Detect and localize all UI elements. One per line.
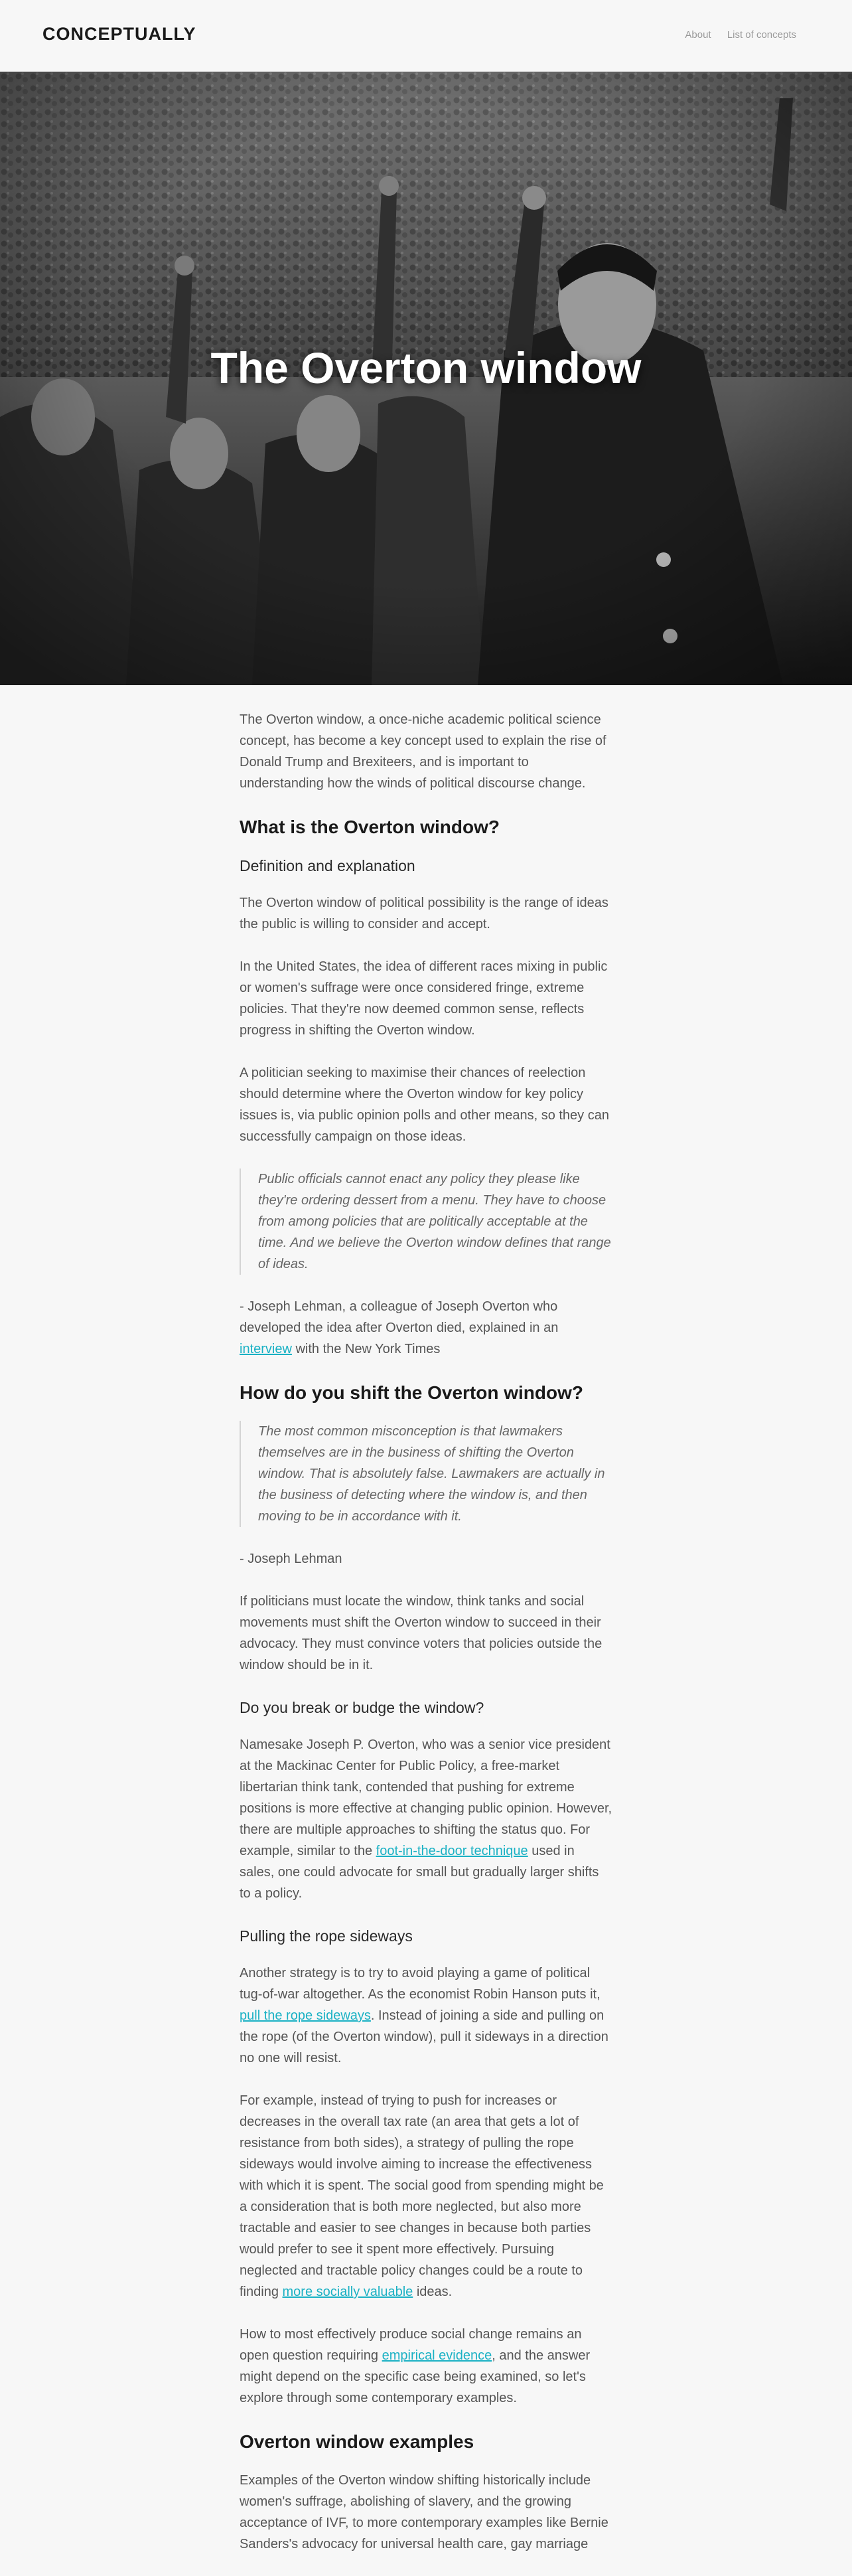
rope-text-2-end: ideas.	[413, 2285, 453, 2299]
article-body	[240, 709, 612, 2576]
definition-paragraph-1: The Overton window of political possibility is the range of ideas the public is willing to consider and accept.	[240, 896, 608, 931]
rope-text-1-end: . Instead of joining a side and pulling on the rope (of the Overton window), pull it sideways in a direction no one will resist.	[240, 2008, 608, 2065]
site-logo[interactable]: CONCEPTUALLY	[42, 24, 196, 44]
break-paragraph	[240, 1734, 612, 1904]
definition-paragraph-2: In the United States, the idea of different races mixing in public or women's suffrage were once considered fringe, extreme policies. That they're now deemed common sense, reflects progress in shifting the Overton window.	[240, 959, 608, 1038]
foot-in-door-link[interactable]: foot-in-the-door technique	[376, 1844, 528, 1858]
hero-banner	[0, 72, 852, 685]
heading-examples: Overton window examples	[240, 2431, 474, 2452]
quote-1-attribution	[240, 1296, 612, 1360]
heading-break-or-budge: Do you break or budge the window?	[240, 1699, 484, 1716]
pull-rope-sideways-link[interactable]: pull the rope sideways	[240, 2008, 371, 2023]
site-header	[0, 0, 852, 72]
attribution-text: - Joseph Lehman, a colleague of Joseph Overton who developed the idea after Overton died, explained in an	[240, 1299, 559, 1335]
examples-paragraph: Examples of the Overton window shifting historically include women's suffrage, abolishing of slavery, and the growing acceptance of IVF, to more contemporary examples like Bernie Sanders's advocacy for universal health care, gay marriage	[240, 2473, 608, 2551]
empirical-evidence-link[interactable]: empirical evidence	[382, 2348, 492, 2363]
definition-paragraph-3: A politician seeking to maximise their chances of reelection should determine where the Overton window for key policy issues is, via public opinion polls and other means, so they can successfully campaign on those ideas.	[240, 1066, 609, 1144]
lehman-quote-1: Public officials cannot enact any policy they please like they're ordering dessert from a menu. They have to choose from among policies that are politically acceptable at the time. And we believe the Overton window defines that range of ideas.	[240, 1168, 612, 1275]
rope-text-1: Another strategy is to try to avoid playing a game of political tug-of-war altogether. As the economist Robin Hanson puts it,	[240, 1966, 601, 2002]
nav-about-link[interactable]: About	[685, 29, 711, 40]
page-title: The Overton window	[210, 343, 642, 392]
rope-text-3: How to most effectively produce social change remains an open question requiring	[240, 2327, 582, 2363]
intro-paragraph: The Overton window, a once-niche academic political science concept, has become a key concept used to explain the rise of Donald Trump and Brexiteers, and is important to understanding how the winds of political discourse change.	[240, 712, 606, 791]
interview-link[interactable]: interview	[240, 1342, 292, 1356]
attribution-text-end: with the New York Times	[291, 1342, 441, 1356]
rope-paragraph-1	[240, 1963, 612, 2069]
quote-2-attribution: - Joseph Lehman	[240, 1552, 342, 1566]
heading-what-is: What is the Overton window?	[240, 817, 500, 837]
socially-valuable-link[interactable]: more socially valuable	[282, 2285, 413, 2299]
shift-paragraph: If politicians must locate the window, think tanks and social movements must shift the Overton window to succeed in their advocacy. They must convince voters that policies outside the window should be in it.	[240, 1594, 603, 1672]
lehman-quote-2: The most common misconception is that lawmakers themselves are in the business of shifting the Overton window. That is absolutely false. Lawmakers are actually in the business of detecting where the window is, and then moving to be in accordance with it.	[240, 1421, 612, 1527]
heading-rope-sideways: Pulling the rope sideways	[240, 1927, 413, 1945]
rope-paragraph-3	[240, 2324, 612, 2409]
break-text-end: used in sales, one could advocate for small but gradually larger shifts to a policy.	[240, 1844, 599, 1901]
break-text: Namesake Joseph P. Overton, who was a senior vice president at the Mackinac Center for Public Policy, a free-market libertarian think tank, contended that pushing for extreme positions is more effective at changing public opinion. However, there are multiple approaches to shifting the status quo. For example, similar to the	[240, 1737, 612, 1858]
heading-how-shift: How do you shift the Overton window?	[240, 1382, 583, 1403]
rope-paragraph-2	[240, 2090, 612, 2302]
heading-definition: Definition and explanation	[240, 857, 415, 874]
rope-text-3-end: , and the answer might depend on the specific case being examined, so let's explore through some contemporary examples.	[240, 2348, 591, 2405]
main-nav	[672, 29, 796, 40]
nav-concepts-link[interactable]: List of concepts	[727, 29, 796, 40]
rope-text-2: For example, instead of trying to push for increases or decreases in the overall tax rate (an area that gets a lot of resistance from both sides), a strategy of pulling the rope sideways would involve aiming to increase the effectiveness with which it is spent. The social good from spending might be a consideration that is both more neglected, but also more tractable and easier to see changes in because both parties would prefer to see it spent more effectively. Pursuing neglected and tractable policy changes could be a route to finding	[240, 2093, 604, 2299]
